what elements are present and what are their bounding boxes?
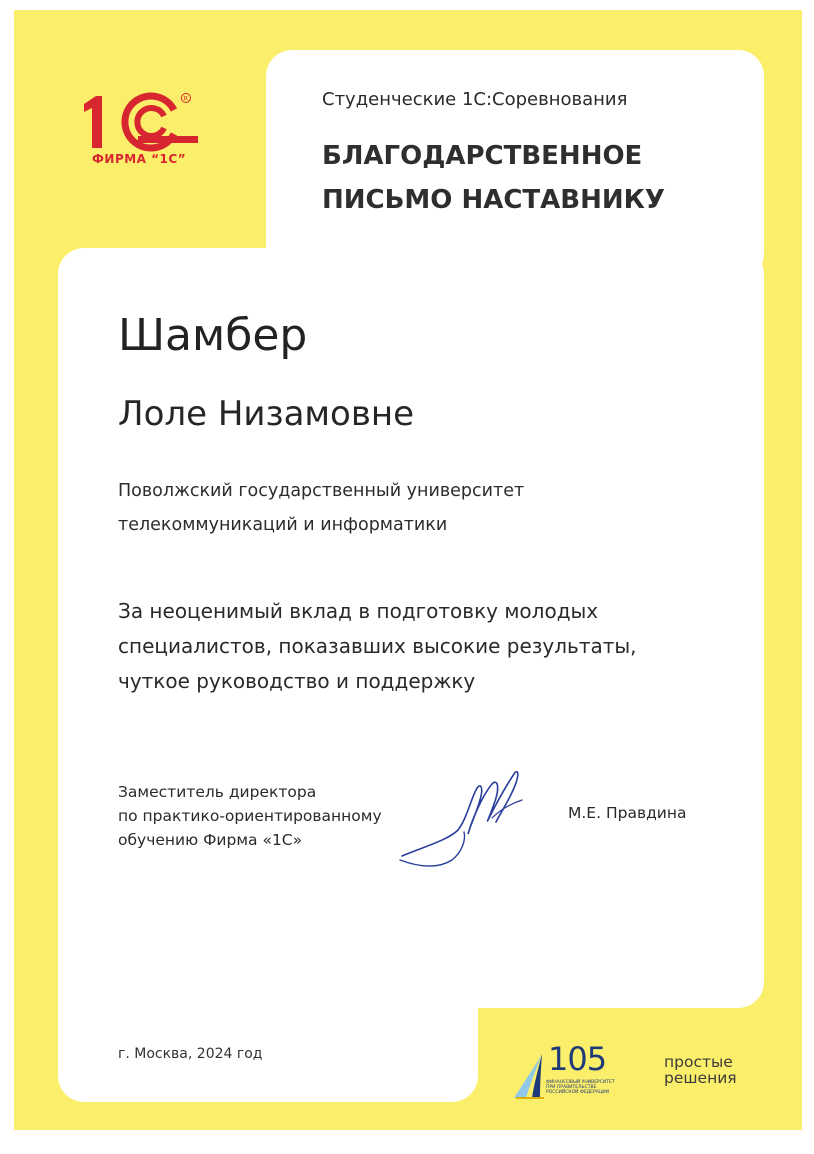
logo-caption: ФИРМА “1С” xyxy=(92,152,187,166)
anniversary-number: 105 xyxy=(548,1040,607,1078)
brand-line: решения xyxy=(664,1069,737,1087)
competition-name: Студенческие 1С:Соревнования xyxy=(322,89,628,110)
position-line: Заместитель директора xyxy=(118,783,317,801)
brand-line: простые xyxy=(664,1053,733,1071)
recipient-given-names: Лоле Низамовне xyxy=(118,394,415,434)
university-line: Поволжский государственный университет xyxy=(118,481,525,501)
university-name-line: ФИНАНСОВЫЙ УНИВЕРСИТЕТ xyxy=(546,1080,615,1085)
gratitude-line: специалистов, показавших высокие результаты, xyxy=(118,634,637,658)
signatory-name: М.Е. Правдина xyxy=(568,804,687,822)
gratitude-text xyxy=(118,594,637,699)
position-line: обучению Фирма «1С» xyxy=(118,831,303,849)
place-and-date: г. Москва, 2024 год xyxy=(118,1046,263,1062)
signatory-position xyxy=(118,780,382,852)
university-line: телекоммуникаций и информатики xyxy=(118,515,448,535)
recipient-university xyxy=(118,474,524,542)
position-line: по практико-ориентированному xyxy=(118,807,382,825)
footer-panel xyxy=(58,980,478,1102)
document-title xyxy=(322,134,665,222)
recipient-surname: Шамбер xyxy=(118,310,308,361)
svg-text:R: R xyxy=(183,95,188,103)
university-name-line: ПРИ ПРАВИТЕЛЬСТВЕ xyxy=(546,1085,597,1090)
sail-icon xyxy=(512,1052,548,1100)
financial-university-logo xyxy=(512,1040,642,1104)
document-title-line: ПИСЬМО НАСТАВНИКУ xyxy=(322,185,665,215)
gratitude-line: За неоценимый вклад в подготовку молодых xyxy=(118,599,599,623)
gratitude-line: чуткое руководство и поддержку xyxy=(118,669,476,693)
simple-solutions-logo xyxy=(664,1054,737,1086)
handwritten-signature xyxy=(396,760,546,880)
university-name-line: РОССИЙСКОЙ ФЕДЕРАЦИИ xyxy=(546,1090,610,1095)
document-title-line: БЛАГОДАРСТВЕННОЕ xyxy=(322,141,643,171)
university-name-small xyxy=(546,1080,636,1095)
